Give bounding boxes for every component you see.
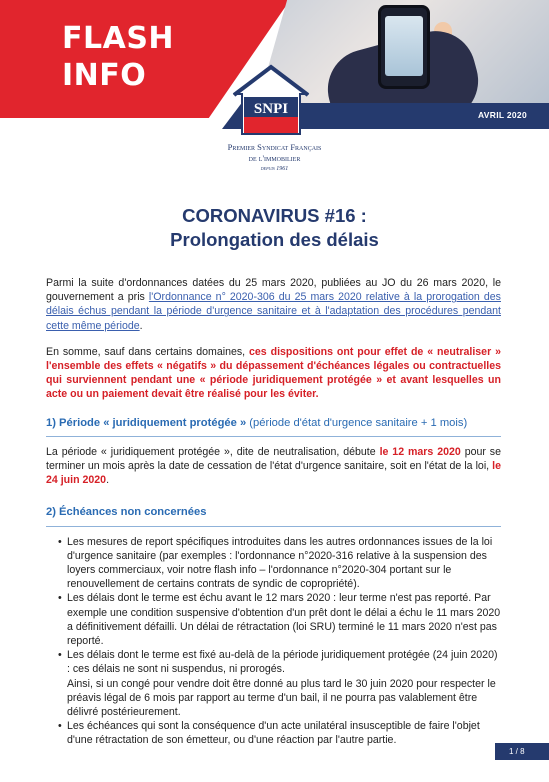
- section-1-paragraph: [46, 445, 501, 488]
- end-date: le 24 juin 2020: [46, 460, 501, 487]
- intro-end: .: [139, 319, 143, 332]
- page-title: [0, 204, 549, 252]
- org-since: depuis 1961: [260, 166, 289, 172]
- exclusions-list: [46, 535, 501, 748]
- snpi-logo: [232, 64, 310, 136]
- section-1-text: La période « juridiquement protégée », dite de neutralisation, débute: [46, 445, 380, 458]
- organization-name: [0, 142, 549, 175]
- list-item-text: Les délais dont le terme est fixé au-delà de la période juridiquement protégée (24 juin 2020) : ces délais ne sont ni suspendus, ni prorogés.: [67, 649, 498, 676]
- list-item: [61, 591, 501, 648]
- list-item-text: Les délais dont le terme est échu avant le 12 mars 2020 : leur terme n'est pas reporté. Par exemple une condition suspensive d'obtention d'un prêt dont le délai a échu le 11 mars 2020 a définitivement défailli. Un délai de rétractation (loi SRU) terminé le 11 mars 2020 n'est pas reporté.: [67, 592, 501, 648]
- flash-info-title: [62, 20, 174, 94]
- summary-text: En somme, sauf dans certains domaines,: [46, 345, 250, 358]
- intro-paragraph: [46, 276, 501, 333]
- title-line-2: Prolongation des délais: [170, 229, 379, 250]
- title-line-1: CORONAVIRUS #16 :: [182, 205, 367, 226]
- section-1-subtitle: (période d'état d'urgence sanitaire + 1 mois): [246, 416, 468, 429]
- summary-paragraph: [46, 345, 501, 402]
- phone-icon: [378, 5, 430, 89]
- logo-text: SNPI: [253, 101, 289, 117]
- publication-date: AVRIL 2020: [478, 110, 527, 120]
- page-number: 1 / 8: [495, 743, 549, 760]
- list-item-text: Les mesures de report spécifiques introduites dans les autres ordonnances issues de la loi d'urgence sanitaire (par exemples : l'ordonnance n°2020-316 relative à la suspension des loyers commerciaux, voir notre flash info – l'ordonnance n°2020-304 portant sur le renouvellement de certains contrats de syndic de copropriété).: [67, 535, 493, 591]
- start-date: le 12 mars 2020: [379, 445, 461, 458]
- list-item-text: Ainsi, si un congé pour vendre doit être donné au plus tard le 30 juin 2020 pour respecter le préavis légal de 6 mois par rapport au terme d'un bail, il ne pourra pas valablement être délivré postérieurement.: [67, 677, 496, 719]
- list-item: [61, 648, 501, 719]
- summary-highlight: ces dispositions ont pour effet de « neutraliser » l'ensemble des effets « négatifs » du dépassement d'échéances légales ou contractuelles qui surviennent pendant une « période juridiquement protégée » et avant lesquelles un acte ou un paiement devait être réalisé pour les éviter.: [46, 345, 501, 401]
- org-line-2: de l'immobilier: [248, 153, 301, 163]
- list-item-text: Les échéances qui sont la conséquence d'un acte unilatéral insusceptible de faire l'objet d'une rétractation de son émetteur, ou d'une réaction par l'autre partie.: [67, 720, 480, 747]
- intro-text: Parmi la suite d'ordonnances datées du 25 mars 2020, publiées au JO du 26 mars 2020, le gouvernement a pris: [46, 277, 501, 304]
- section-2-title: 2) Échéances non concernées: [46, 506, 207, 519]
- section-1-text: .: [106, 474, 110, 487]
- info-line: INFO: [62, 58, 147, 93]
- flash-line: FLASH: [62, 21, 175, 56]
- section-1-text: pour se terminer un mois après la date de cessation de l'état d'urgence sanitaire, soit en l'état de la loi,: [46, 445, 502, 473]
- ordinance-link[interactable]: l'Ordonnance n° 2020-306 du 25 mars 2020 relative à la prorogation des délais échus pendant la période d'urgence sanitaire et à l'adaptation des procédures pendant cette même période: [46, 291, 501, 332]
- section-2-heading: [46, 505, 501, 526]
- section-1-title: 1) Période « juridiquement protégée »: [46, 416, 247, 429]
- list-item: [61, 535, 501, 592]
- main-content: [46, 276, 501, 748]
- org-line-1: Premier Syndicat Français: [227, 142, 322, 152]
- section-1-heading: [46, 416, 501, 437]
- list-item: [61, 719, 501, 747]
